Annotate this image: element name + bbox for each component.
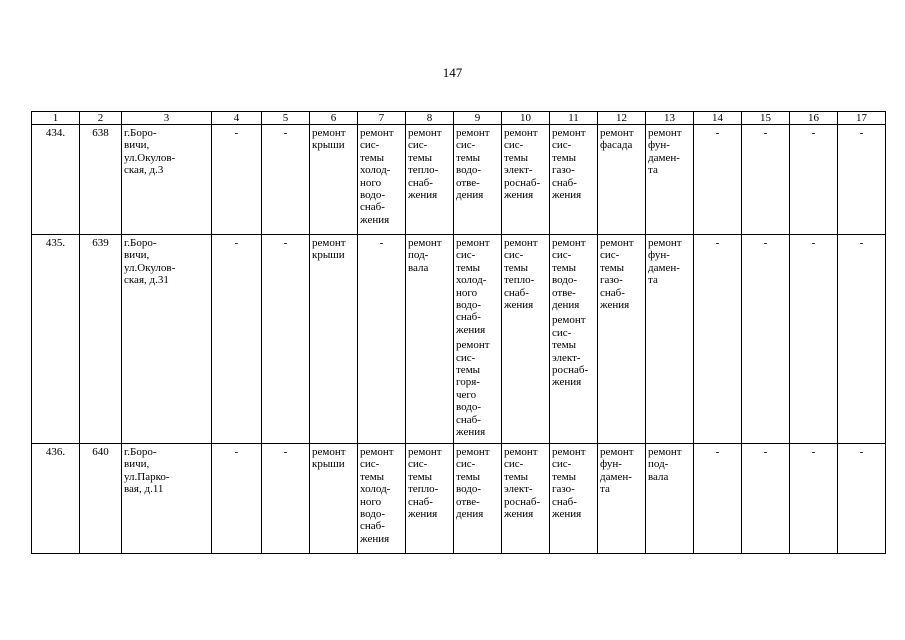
work-item-line: жения bbox=[360, 532, 390, 545]
work-item-line: сис- bbox=[504, 458, 524, 471]
work-item-line: сис- bbox=[408, 458, 428, 471]
work-item-line: водо- bbox=[360, 508, 386, 521]
work-item-line: темы bbox=[552, 339, 577, 352]
work-item-line: водо- bbox=[456, 164, 482, 177]
work-item-line: жения bbox=[408, 508, 438, 521]
work-item-line: газо- bbox=[600, 274, 623, 287]
work-item-line: темы bbox=[456, 364, 481, 377]
work-item-line: дамен- bbox=[648, 151, 680, 164]
work-item bbox=[360, 446, 403, 545]
work-item-line: роснаб- bbox=[552, 364, 589, 377]
column-header: 4 bbox=[212, 112, 262, 125]
work-item-line: сис- bbox=[552, 458, 572, 471]
table-row bbox=[32, 444, 886, 554]
work-item bbox=[648, 237, 691, 287]
work-item bbox=[408, 446, 451, 520]
address-line: г.Боро- bbox=[124, 237, 157, 249]
work-item-line: снаб- bbox=[456, 413, 481, 426]
work-item-line: жения bbox=[504, 189, 534, 202]
work-item-line: темы bbox=[408, 151, 433, 164]
work-item-line: отве- bbox=[456, 495, 480, 508]
work-item-line: - bbox=[379, 237, 384, 249]
work-item bbox=[408, 237, 451, 274]
work-item-line: роснаб- bbox=[504, 176, 541, 189]
work-item-line: та bbox=[648, 164, 658, 177]
column-header: 17 bbox=[838, 112, 886, 125]
work-item-line: ремонт bbox=[360, 127, 394, 139]
work-item bbox=[456, 127, 499, 201]
cell-col-4: - bbox=[212, 125, 262, 235]
work-item-line: ремонт bbox=[456, 127, 490, 139]
work-item-line: дамен- bbox=[648, 261, 680, 274]
work-item-line: сис- bbox=[504, 249, 524, 262]
column-header: 13 bbox=[646, 112, 694, 125]
work-item bbox=[312, 237, 355, 262]
work-col-9 bbox=[454, 444, 502, 554]
address-line: г.Боро- bbox=[124, 446, 157, 458]
work-item-line: ремонт bbox=[600, 237, 634, 249]
work-item-line: тепло- bbox=[408, 483, 439, 496]
work-item-line: горя- bbox=[456, 376, 480, 389]
work-col-6 bbox=[310, 125, 358, 235]
column-header: 14 bbox=[694, 112, 742, 125]
work-item bbox=[360, 237, 403, 249]
work-item-line: жения bbox=[408, 189, 438, 202]
work-item-line: снаб- bbox=[408, 495, 433, 508]
cell-col-15: - bbox=[742, 444, 790, 554]
column-header: 3 bbox=[122, 112, 212, 125]
work-item-line: снаб- bbox=[552, 176, 577, 189]
work-item-line: ремонт bbox=[552, 446, 586, 458]
work-item-line: ремонт bbox=[456, 237, 490, 249]
work-item-line: ремонт bbox=[600, 446, 634, 458]
work-item-line: ремонт bbox=[552, 237, 586, 249]
work-item-line: ремонт bbox=[504, 237, 538, 249]
cell-col-15: - bbox=[742, 235, 790, 444]
work-item-line: холод- bbox=[360, 483, 391, 496]
work-item-line: темы bbox=[408, 470, 433, 483]
work-item-line: дения bbox=[456, 189, 484, 202]
work-item-line: снаб- bbox=[456, 311, 481, 324]
work-item-line: под- bbox=[648, 458, 669, 471]
house-id: 638 bbox=[80, 125, 122, 235]
work-item bbox=[360, 127, 403, 226]
work-item bbox=[408, 127, 451, 201]
cell-col-17: - bbox=[838, 125, 886, 235]
address bbox=[122, 125, 212, 235]
work-item bbox=[552, 237, 595, 311]
cell-col-16: - bbox=[790, 235, 838, 444]
work-item-line: снаб- bbox=[600, 286, 625, 299]
work-item-line: та bbox=[600, 483, 610, 496]
work-col-6 bbox=[310, 444, 358, 554]
work-item-line: ремонт bbox=[360, 446, 394, 458]
work-col-9 bbox=[454, 125, 502, 235]
work-col-10 bbox=[502, 125, 550, 235]
row-number: 434. bbox=[32, 125, 80, 235]
cell-col-5: - bbox=[262, 125, 310, 235]
table-row bbox=[32, 235, 886, 444]
row-number: 436. bbox=[32, 444, 80, 554]
work-item bbox=[600, 446, 643, 496]
work-item bbox=[312, 446, 355, 471]
work-item-line: газо- bbox=[552, 164, 575, 177]
house-id: 639 bbox=[80, 235, 122, 444]
works-table bbox=[31, 111, 886, 554]
work-item bbox=[648, 446, 691, 483]
address-line: вая, д.11 bbox=[124, 483, 164, 496]
work-item bbox=[504, 127, 547, 201]
work-item-line: темы bbox=[504, 151, 529, 164]
work-item-line: тепло- bbox=[504, 274, 535, 287]
work-item-line: ного bbox=[360, 495, 382, 508]
work-item-line: газо- bbox=[552, 483, 575, 496]
work-col-12 bbox=[598, 444, 646, 554]
work-item-line: жения bbox=[360, 213, 390, 226]
work-item bbox=[504, 446, 547, 520]
work-item-line: сис- bbox=[456, 458, 476, 471]
work-item-line: жения bbox=[552, 508, 582, 521]
column-header: 8 bbox=[406, 112, 454, 125]
work-col-10 bbox=[502, 235, 550, 444]
cell-col-4: - bbox=[212, 444, 262, 554]
work-item-line: темы bbox=[456, 470, 481, 483]
house-id: 640 bbox=[80, 444, 122, 554]
work-item-line: темы bbox=[456, 261, 481, 274]
address-line: ул.Окулов- bbox=[124, 261, 176, 274]
work-item-line: темы bbox=[360, 151, 385, 164]
work-item-line: ремонт bbox=[600, 127, 634, 139]
work-item-line: сис- bbox=[552, 249, 572, 262]
work-col-13 bbox=[646, 125, 694, 235]
work-col-9 bbox=[454, 235, 502, 444]
work-item-line: темы bbox=[600, 261, 625, 274]
work-item-line: жения bbox=[456, 323, 486, 336]
work-item-line: ремонт bbox=[504, 127, 538, 139]
work-col-6 bbox=[310, 235, 358, 444]
work-item-line: фун- bbox=[648, 249, 670, 262]
work-item-line: ремонт bbox=[408, 237, 442, 249]
address-line: вичи, bbox=[124, 249, 150, 262]
work-item-line: темы bbox=[456, 151, 481, 164]
work-item bbox=[648, 127, 691, 177]
row-number: 435. bbox=[32, 235, 80, 444]
cell-col-14: - bbox=[694, 235, 742, 444]
address-line: ул.Парко- bbox=[124, 470, 170, 483]
table-row bbox=[32, 125, 886, 235]
work-item-line: фун- bbox=[648, 139, 670, 152]
work-item-line: роснаб- bbox=[504, 495, 541, 508]
cell-col-14: - bbox=[694, 444, 742, 554]
cell-col-14: - bbox=[694, 125, 742, 235]
column-header: 16 bbox=[790, 112, 838, 125]
work-col-13 bbox=[646, 235, 694, 444]
column-header: 15 bbox=[742, 112, 790, 125]
address bbox=[122, 444, 212, 554]
work-item-line: сис- bbox=[408, 139, 428, 152]
cell-col-5: - bbox=[262, 235, 310, 444]
work-item-line: жения bbox=[456, 426, 486, 439]
work-item-line: сис- bbox=[456, 139, 476, 152]
work-item-line: ного bbox=[456, 286, 478, 299]
work-item-line: элект- bbox=[552, 351, 581, 364]
work-item-line: жения bbox=[504, 508, 534, 521]
work-item bbox=[600, 237, 643, 311]
cell-col-5: - bbox=[262, 444, 310, 554]
work-item-line: темы bbox=[504, 470, 529, 483]
work-col-8 bbox=[406, 235, 454, 444]
work-item-line: холод- bbox=[456, 274, 487, 287]
work-item bbox=[504, 237, 547, 311]
work-item bbox=[312, 127, 355, 152]
work-item-line: крыши bbox=[312, 249, 345, 262]
column-header: 6 bbox=[310, 112, 358, 125]
work-col-10 bbox=[502, 444, 550, 554]
header-row bbox=[32, 112, 886, 125]
work-item-line: ремонт bbox=[648, 446, 682, 458]
work-item-line: водо- bbox=[456, 401, 482, 414]
work-col-13 bbox=[646, 444, 694, 554]
column-header: 10 bbox=[502, 112, 550, 125]
work-col-7 bbox=[358, 125, 406, 235]
work-item-line: водо- bbox=[360, 189, 386, 202]
work-item-line: сис- bbox=[456, 249, 476, 262]
work-item-line: ремонт bbox=[552, 314, 586, 327]
work-item-line: та bbox=[648, 274, 658, 287]
work-item-line: сис- bbox=[360, 139, 380, 152]
work-item-line: дения bbox=[456, 508, 484, 521]
cell-col-16: - bbox=[790, 125, 838, 235]
work-col-8 bbox=[406, 125, 454, 235]
work-item-line: ного bbox=[360, 176, 382, 189]
work-col-7 bbox=[358, 444, 406, 554]
work-item bbox=[456, 339, 499, 438]
work-item-line: тепло- bbox=[408, 164, 439, 177]
work-item-line: элект- bbox=[504, 483, 533, 496]
work-item-line: темы bbox=[552, 470, 577, 483]
work-item bbox=[552, 446, 595, 520]
work-item-line: элект- bbox=[504, 164, 533, 177]
work-item-line: ремонт bbox=[312, 127, 346, 139]
column-header: 12 bbox=[598, 112, 646, 125]
work-item-line: ремонт bbox=[312, 446, 346, 458]
work-item-line: снаб- bbox=[360, 201, 385, 214]
address-line: ул.Окулов- bbox=[124, 151, 176, 164]
work-item-line: сис- bbox=[552, 326, 572, 339]
work-item-line: жения bbox=[552, 376, 582, 389]
cell-col-16: - bbox=[790, 444, 838, 554]
work-item-line: дамен- bbox=[600, 470, 632, 483]
work-item-line: снаб- bbox=[552, 495, 577, 508]
work-item-line: темы bbox=[552, 151, 577, 164]
work-item-line: жения bbox=[552, 189, 582, 202]
address-line: вичи, bbox=[124, 139, 150, 152]
address-line: вичи, bbox=[124, 458, 150, 471]
column-header: 9 bbox=[454, 112, 502, 125]
work-item-line: сис- bbox=[360, 458, 380, 471]
cell-col-17: - bbox=[838, 235, 886, 444]
work-item-line: ремонт bbox=[504, 446, 538, 458]
work-item-line: дения bbox=[552, 299, 580, 312]
work-item-line: вала bbox=[648, 470, 669, 483]
work-item-line: снаб- bbox=[360, 520, 385, 533]
work-item-line: фасада bbox=[600, 139, 633, 152]
work-item-line: под- bbox=[408, 249, 429, 262]
work-item-line: ремонт bbox=[456, 446, 490, 458]
work-item-line: сис- bbox=[504, 139, 524, 152]
column-header: 2 bbox=[80, 112, 122, 125]
address-line: г.Боро- bbox=[124, 127, 157, 139]
cell-col-4: - bbox=[212, 235, 262, 444]
work-item-line: ремонт bbox=[408, 127, 442, 139]
work-item bbox=[456, 446, 499, 520]
column-header: 11 bbox=[550, 112, 598, 125]
work-item-line: водо- bbox=[456, 299, 482, 312]
work-item-line: жения bbox=[504, 299, 534, 312]
page-number: 147 bbox=[442, 65, 463, 80]
work-item bbox=[552, 127, 595, 201]
work-item-line: темы bbox=[504, 261, 529, 274]
work-item-line: ремонт bbox=[312, 237, 346, 249]
work-item-line: вала bbox=[408, 261, 429, 274]
work-col-11 bbox=[550, 235, 598, 444]
work-item-line: сис- bbox=[456, 351, 476, 364]
work-item-line: фун- bbox=[600, 458, 622, 471]
work-item-line: ремонт bbox=[648, 127, 682, 139]
work-col-11 bbox=[550, 125, 598, 235]
address bbox=[122, 235, 212, 444]
work-item bbox=[600, 127, 643, 152]
work-item-line: ремонт bbox=[552, 127, 586, 139]
work-col-12 bbox=[598, 125, 646, 235]
work-item-line: ремонт bbox=[408, 446, 442, 458]
work-item-line: снаб- bbox=[408, 176, 433, 189]
work-col-12 bbox=[598, 235, 646, 444]
work-item-line: отве- bbox=[552, 286, 576, 299]
work-item-line: крыши bbox=[312, 458, 345, 471]
work-item-line: ремонт bbox=[648, 237, 682, 249]
work-item-line: снаб- bbox=[504, 286, 529, 299]
work-item-line: темы bbox=[360, 470, 385, 483]
work-item-line: водо- bbox=[456, 483, 482, 496]
work-item bbox=[456, 237, 499, 336]
column-header: 1 bbox=[32, 112, 80, 125]
work-item-line: сис- bbox=[600, 249, 620, 262]
work-item-line: ремонт bbox=[456, 339, 490, 352]
work-item bbox=[552, 314, 595, 388]
column-header: 7 bbox=[358, 112, 406, 125]
work-col-8 bbox=[406, 444, 454, 554]
address-line: ская, д.3 bbox=[124, 164, 164, 177]
work-item-line: чего bbox=[456, 388, 477, 401]
work-item-line: темы bbox=[552, 261, 577, 274]
address-line: ская, д.31 bbox=[124, 274, 169, 287]
work-item-line: крыши bbox=[312, 139, 345, 152]
work-item-line: холод- bbox=[360, 164, 391, 177]
work-item-line: жения bbox=[600, 299, 630, 312]
cell-col-17: - bbox=[838, 444, 886, 554]
column-header: 5 bbox=[262, 112, 310, 125]
cell-col-15: - bbox=[742, 125, 790, 235]
work-col-11 bbox=[550, 444, 598, 554]
work-item-line: сис- bbox=[552, 139, 572, 152]
work-item-line: водо- bbox=[552, 274, 578, 287]
work-item-line: отве- bbox=[456, 176, 480, 189]
work-col-7 bbox=[358, 235, 406, 444]
